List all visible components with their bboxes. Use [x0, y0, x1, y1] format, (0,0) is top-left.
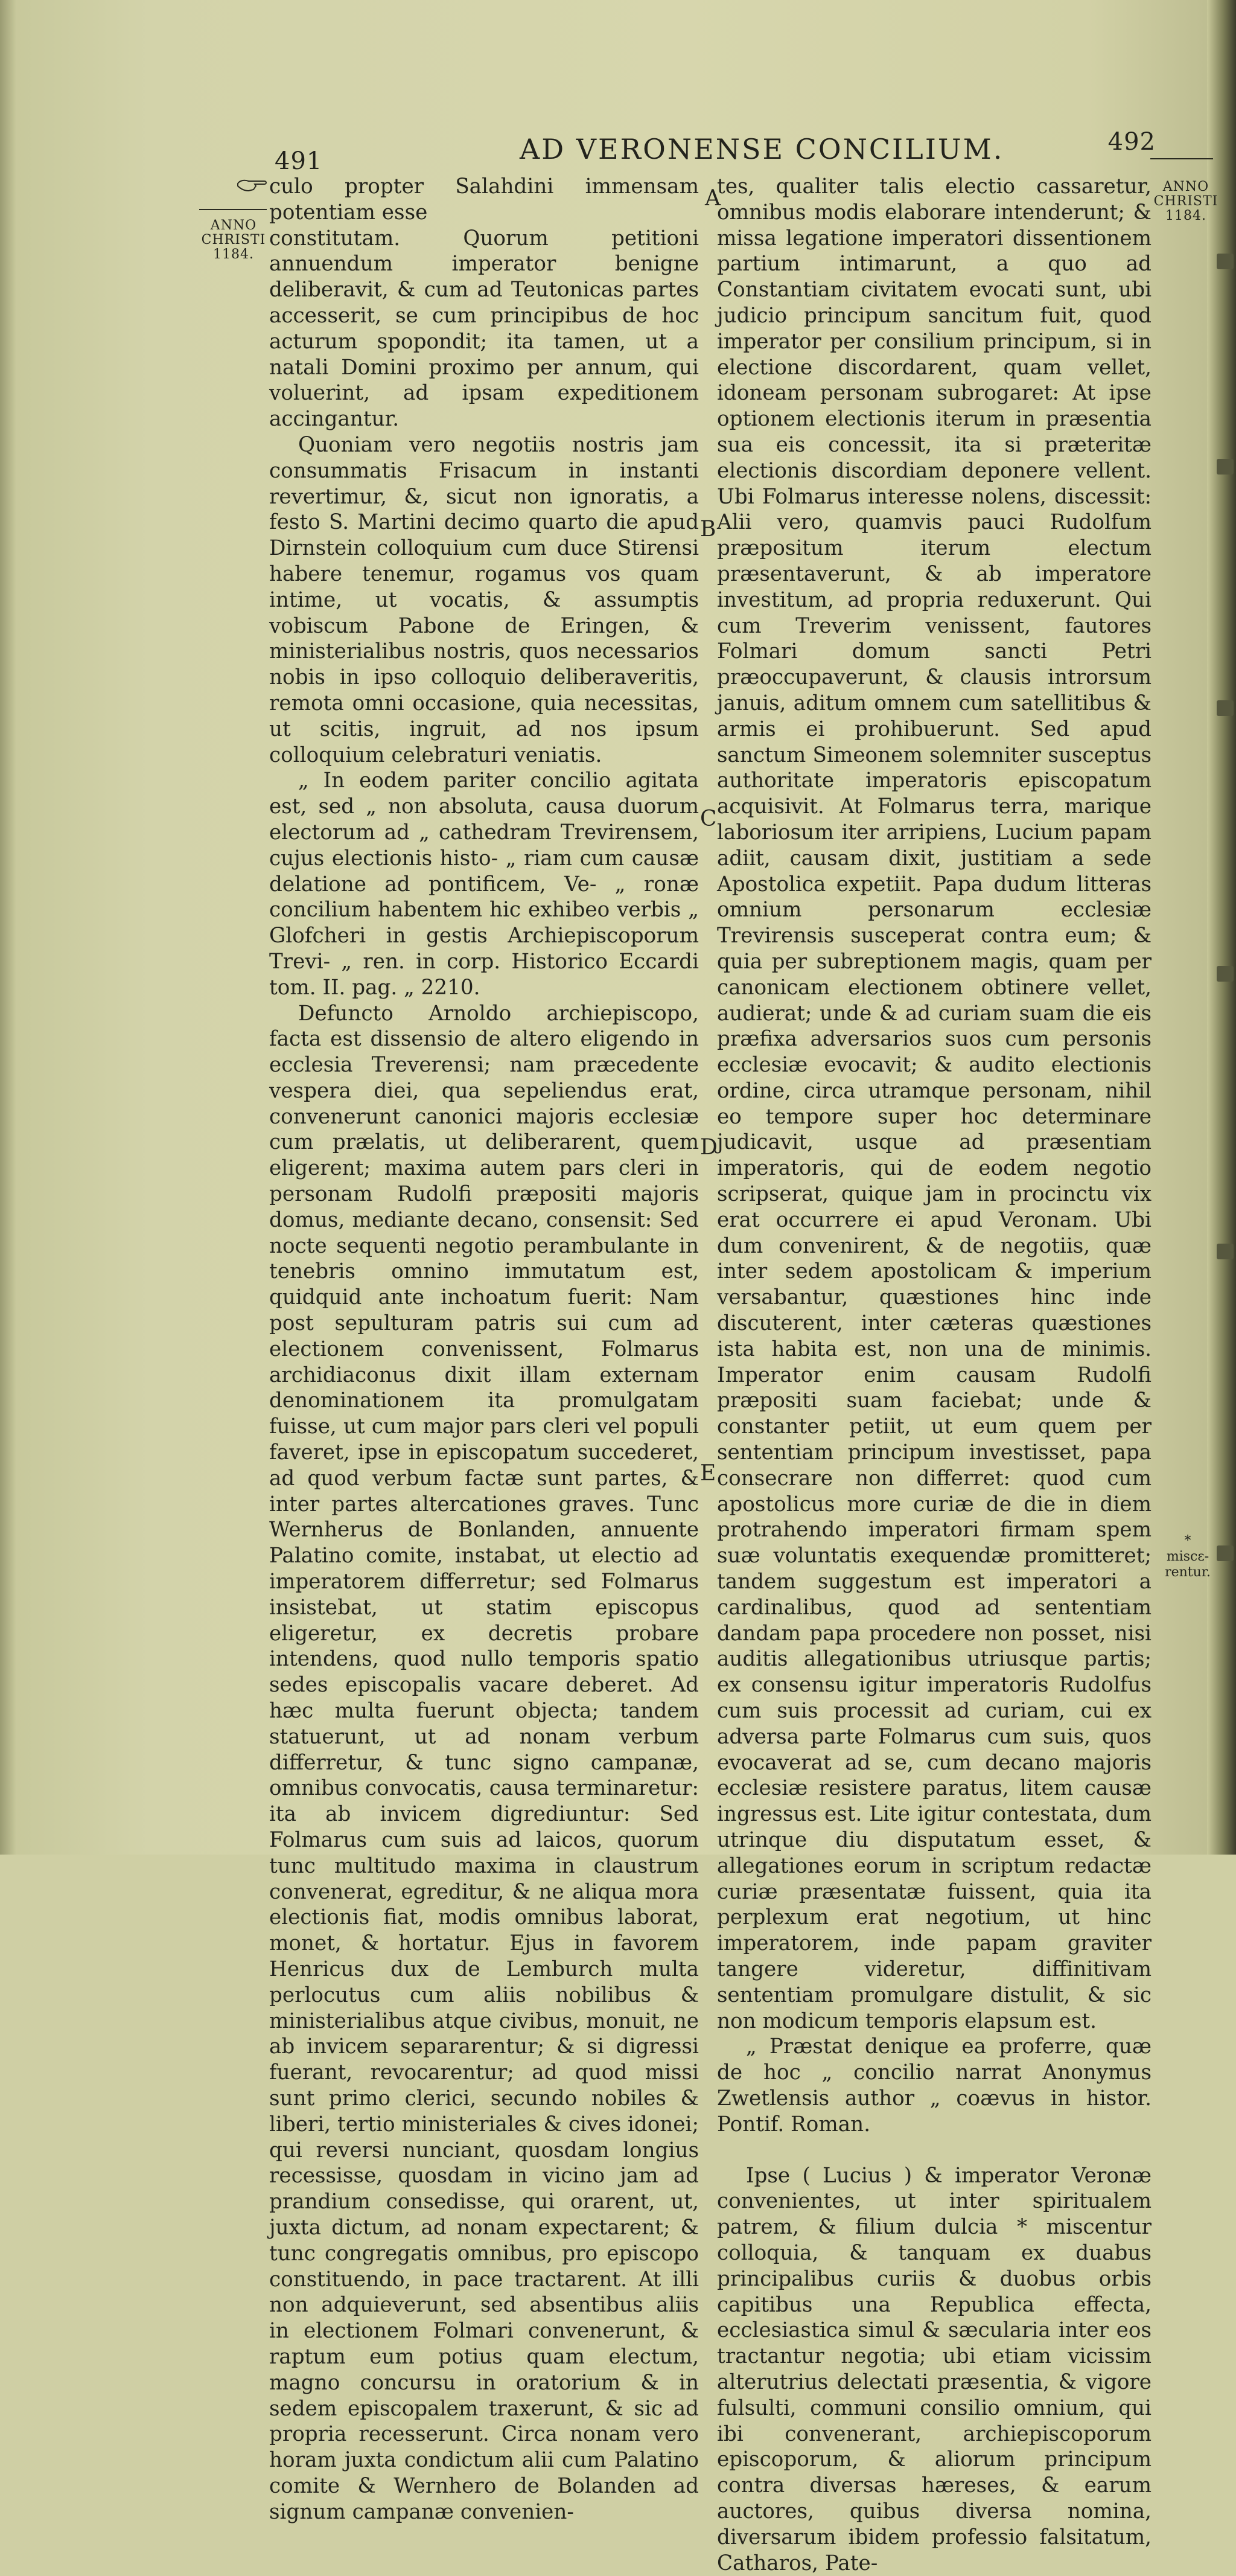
margin-rule-right — [1150, 158, 1213, 159]
quoted-paragraph: „ In eodem pariter concilio agitata est, sed „ non absoluta, causa duorum electorum ad „ cathedram Trevirensem, cujus electionis histo- „ riam cum causæ delatione ad pontificem, Ve- „ ronæ concilium habentem hic exhibeo verbis „ Glofcheri in gestis Archiepiscoporum Trevi- „ ren. in corp. Historico Eccardi tom. II. pag. „ 2210. — [269, 769, 699, 1000]
paragraph: Quoniam vero negotiis nostris jam consummatis Frisacum in instanti revertimur, &, sicut non ignoratis, a festo S. Martini decimo quarto die apud Dirnstein colloquium cum duce Stirensi habere tenemur, rogamus vos quam intime, ut vocatis, & assumptis vobiscum Pabone de Eringen, & ministerialibus nostris, quos necessarios nobis in ipso colloquio deliberaveritis, remota omni occasione, quia necessitas, ut scitis, ingruit, ad nos ipsum colloquium celebraturi veniatis. — [269, 432, 699, 767]
section-letter-b: B — [700, 517, 716, 542]
margin-note: * miscε- rentur. — [1165, 1533, 1211, 1580]
page-number-left: 491 — [275, 147, 323, 175]
margin-year-right: ANNO CHRISTI 1184. — [1153, 179, 1218, 223]
section-letter-c: C — [700, 807, 717, 831]
left-column — [269, 174, 699, 2525]
binding-shadow — [0, 0, 16, 1855]
section-letter-e: E — [700, 1461, 716, 1486]
section-letter-d: D — [700, 1135, 718, 1160]
quoted-paragraph: „ Præstat denique ea proferre, quæ de hoc „ concilio narrat Anonymus Zwetlensis author „ coævus in histor. Pontif. Roman. — [717, 2034, 1152, 2137]
paragraph: constitutam. Quorum petitioni annuendum imperator benigne deliberavit, & cum ad Teutonicas partes accesserit, se cum principibus de hoc acturum spopondit; ita tamen, ut a natali Domini proximo per annum, qui voluerint, ad ipsam expeditionem accingantur. — [269, 226, 699, 432]
margin-year-left: ANNO CHRISTI 1184. — [201, 218, 266, 262]
page-number-right: 492 — [1107, 128, 1156, 156]
right-column — [717, 174, 1152, 2576]
paragraph: Ipse ( Lucius ) & imperator Veronæ convenientes, ut inter spiritualem patrem, & filium dulcia * miscentur colloquia, & tanquam ex duabus principalibus curiis & duobus orbis capitibus una Republica effecta, ecclesiastica simul & sæcularia inter eos tractantur negotia; ubi etiam vicissim alterutrius delectati præsentia, & vigore fulsulti, communi consilio omnium, qui ibi convenerant, archiepiscoporum episcoporum, & aliorum principum contra diversas hæreses, & earum auctores, quibus diversa nomina, diversarum ibidem professio falsitatum, Catharos, Pate- — [717, 2163, 1152, 2575]
margin-rule-left — [199, 209, 267, 210]
pointing-hand-icon — [237, 175, 268, 193]
paragraph: tes, qualiter talis electio cassaretur, omnibus modis elaborare intenderunt; & missa legatione imperatori dissentionem partium intimarunt, a quo ad Constantiam civitatem evocati sunt, ubi judicio principum sancitum fuit, quod imperator per consilium principum, si in electione discordarent, quam vellet, idoneam personam subrogaret: At ipse optionem electionis iterum in præsentia sua eis concessit, ita si præteritæ electionis discordiam deponere vellent. Ubi Folmarus interesse nolens, discessit: Alii vero, quamvis pauci Rudolfum præpositum iterum electum præsentaverunt, & ab imperatore investitum, ad propria reduxerunt. Qui cum Treverim venissent, fautores Folmari domum sancti Petri præoccupaverunt, & clausis introrsum januis, aditum omnem cum satellitibus & armis ei prohibuerunt. Sed apud sanctum Simeonem solemniter susceptus authoritate imperatoris episcopatum acquisivit. At Folmarus terra, marique laboriosum iter arripiens, Lucium papam adiit, causam dixit, justitiam a sede Apostolica expetiit. Papa dudum litteras omnium personarum ecclesiæ Trevirensis susceperat contra eum; & quia per subreptionem magis, quam per canonicam electionem obtinere vellet, audierat; unde & ad curiam suam die eis præfixa adversarios suos cum personis ecclesiæ evocavit; & audito electionis ordine, circa utramque personam, nihil eo tempore super hoc determinare judicavit, usque ad præsentiam imperatoris, qui de eodem negotio scripserat, quique jam in procinctu vix erat occurrere ei apud Veronam. Ubi dum convenirent, & de negotiis, quæ inter sedem apostolicam & imperium versabantur, quæstiones hinc inde discuterent, inter cæteras quæstiones ista habita est, non una de minimis. Imperator enim causam Rudolfi præpositi suam faciebat; unde & constanter petiit, ut eum quem per sententiam principum investisset, papa consecrare non differret: quod cum apostolicus more curiæ de die in diem protrahendo imperatori firmam spem suæ voluntatis exequendæ promitteret; tandem suggestum est imperatori a cardinalibus, quod ad sententiam dandam papa procedere non posset, nisi auditis allegationibus utriusque partis; ex consensu igitur imperatoris Rudolfus cum suis processit ad curiam, cui ex adversa parte Folmarus cum suis, quos evocaverat ad se, cum decano majoris ecclesiæ resistere paratus, litem causæ ingressus est. Lite igitur contestata, dum utrinque diu disputatum esset, & allegationes eorum in scriptum redactæ curiæ præsentatæ fuissent, quia ita perplexum erat negotium, ut hinc imperatorem, inde papam graviter tangere videretur, diffinitivam sententiam promulgare distulit, & sic non modicum temporis elapsum est. — [717, 174, 1152, 2033]
section-letter-a: A — [705, 186, 721, 211]
running-title: AD VERONENSE CONCILIUM. — [520, 133, 1004, 165]
page-header — [275, 128, 1156, 175]
paragraph: culo propter Salahdini immensam potentiam esse — [269, 174, 699, 225]
paragraph: Defuncto Arnoldo archiepiscopo, facta est dissensio de altero eligendo in ecclesia Treverensi; nam præcedente vespera diei, qua sepeliendus erat, convenerunt canonici majoris ecclesiæ cum prælatis, ut deliberarent, quem eligerent; maxima autem pars cleri in personam Rudolfi præpositi majoris domus, mediante decano, consensit: Sed nocte sequenti negotio perambulante in tenebris omnino immutatum est, quidquid ante inchoatum fuerit: Nam post sepulturam patris sui cum ad electionem convenissent, Folmarus archidiaconus dixit illam externam denominationem ita promulgatam fuisse, ut cum major pars cleri vel populi faveret, ipse in episcopatum succederet, ad quod verbum factæ sunt partes, & inter partes altercationes graves. Tunc Wernherus de Bonlanden, annuente Palatino comite, instabat, ut electio ad imperatorem differretur; sed Folmarus insistebat, ut statim episcopus eligeretur, ex decretis probare intendens, quod nullo temporis spatio sedes episcopalis vacare deberet. Ad hæc multa fuerunt objecta; tandem statuerunt, ut ad nonam verbum differretur, & tunc signo campanæ, omnibus convocatis, causa terminaretur: ita ab invicem digrediuntur: Sed Folmarus cum suis ad laicos, quorum tunc multitudo maxima in claustrum convenerat, egreditur, & ne aliqua mora electionis fiat, modis omnibus laborat, monet, & hortatur. Ejus in favorem Henricus dux de Lemburch multa perlocutus cum aliis nobilibus & ministerialibus atque civibus, monuit, ne ab invicem separarentur; & si digressi fuerant, revocarentur; ad quod missi sunt primo clerici, secundo nobiles & liberi, tertio ministeriales & cives idonei; qui reversi nunciant, quosdam longius recessisse, quosdam in vicino jam ad prandium consedisse, qui orarent, ut, juxta dictum, ad nonam expectarent; & tunc congregatis omnibus, pro episcopo constituendo, in pace tractarent. At illi non adquieverunt, sed absentibus aliis in electionem Folmari convenerunt, & raptum eum potius quam electum, magno concursu in oratorium & in sedem episcopalem traxerunt, & sic ad propria recesserunt. Circa nonam vero horam juxta condictum alii cum Palatino comite & Wernhero de Bolanden ad signum campanæ convenien- — [269, 1001, 699, 2524]
